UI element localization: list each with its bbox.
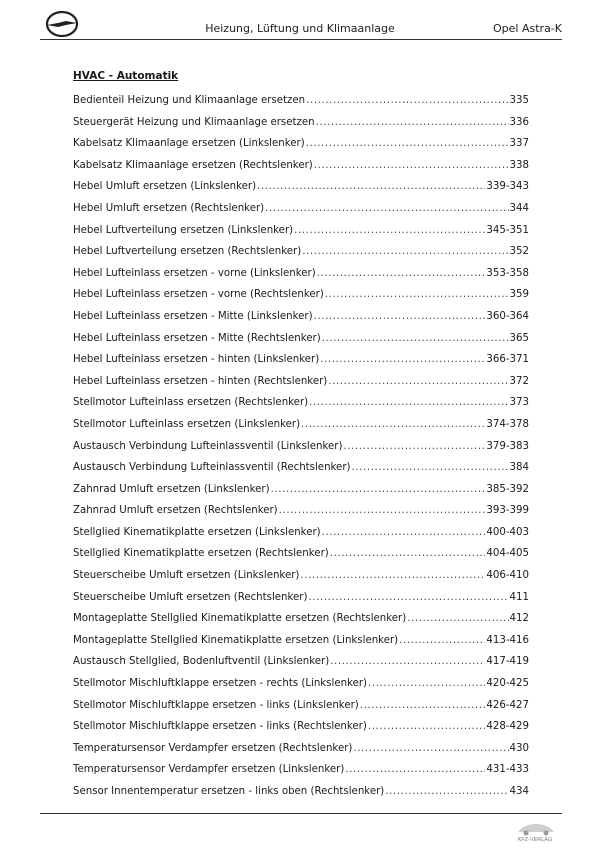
- table-of-contents: [73, 66, 529, 803]
- dot-leader: [271, 479, 486, 501]
- toc-entry-title: Steuerscheibe Umluft ersetzen (Rechtslenker): [73, 591, 308, 603]
- toc-entry-page: 413-416: [486, 634, 529, 646]
- section-title: HVAC - Automatik: [73, 70, 179, 82]
- toc-entry-page: 339-343: [486, 181, 529, 193]
- dot-leader: [314, 155, 509, 177]
- toc-entry-title: Steuergerät Heizung und Klimaanlage ersetzen: [73, 116, 315, 128]
- toc-entry-title: Temperatursensor Verdampfer ersetzen (Linkslenker): [73, 764, 345, 776]
- toc-entry-title: Austausch Verbindung Lufteinlassventil (Rechtslenker): [73, 462, 351, 474]
- toc-entry[interactable]: [73, 284, 529, 306]
- toc-entry-title: Sensor Innentemperatur ersetzen - links oben (Rechtslenker): [73, 786, 385, 797]
- dot-leader: [308, 587, 508, 609]
- toc-entry-title: Steuerscheibe Umluft ersetzen (Linkslenker): [73, 570, 300, 582]
- toc-entry-page: 428-429: [486, 721, 529, 733]
- toc-entry-page: 426-427: [486, 699, 529, 711]
- toc-entry[interactable]: [73, 198, 529, 220]
- toc-entry-page: 365: [509, 332, 529, 344]
- dot-leader: [399, 630, 485, 652]
- toc-entry-page: 420-425: [486, 678, 529, 690]
- header-model: Opel Astra-K: [493, 22, 562, 35]
- dot-leader: [368, 673, 485, 695]
- toc-entry[interactable]: [73, 112, 529, 134]
- toc-entry-title: Austausch Stellglied, Bodenluftventil (Linkslenker): [73, 656, 330, 668]
- toc-entry-title: Stellmotor Mischluftklappe ersetzen - rechts (Linkslenker): [73, 678, 368, 690]
- toc-entry[interactable]: [73, 90, 529, 112]
- toc-entry-title: Stellmotor Mischluftklappe ersetzen - links (Linkslenker): [73, 699, 359, 711]
- toc-entry[interactable]: [73, 759, 529, 781]
- svg-text:KFZ-VERLAG: KFZ-VERLAG: [517, 837, 553, 843]
- toc-entry[interactable]: [73, 306, 529, 328]
- toc-entry-title: Kabelsatz Klimaanlage ersetzen (Rechtslenker): [73, 159, 313, 171]
- toc-entry-page: 366-371: [486, 354, 529, 366]
- kfz-verlag-logo-icon: [510, 818, 560, 844]
- dot-leader: [353, 738, 508, 760]
- dot-leader: [309, 392, 508, 414]
- dot-leader: [294, 220, 485, 242]
- toc-entry[interactable]: [73, 716, 529, 738]
- toc-entry-title: Stellmotor Lufteinlass ersetzen (Linkslenker): [73, 418, 301, 430]
- toc-entry-page: 344: [509, 202, 529, 214]
- toc-entry-page: 431-433: [486, 764, 529, 776]
- toc-entry-title: Hebel Lufteinlass ersetzen - vorne (Linkslenker): [73, 267, 316, 279]
- dot-leader: [330, 651, 485, 673]
- toc-entry-title: Bedienteil Heizung und Klimaanlage ersetzen: [73, 95, 306, 106]
- toc-entry[interactable]: [73, 651, 529, 673]
- toc-entry-page: 336: [509, 116, 529, 128]
- dot-leader: [300, 565, 485, 587]
- toc-entry-page: 385-392: [486, 483, 529, 495]
- toc-entry[interactable]: [73, 565, 529, 587]
- toc-entry[interactable]: [73, 608, 529, 630]
- toc-entry-title: Hebel Umluft ersetzen (Linkslenker): [73, 181, 257, 193]
- dot-leader: [301, 414, 485, 436]
- dot-leader: [322, 328, 509, 350]
- toc-entry-title: Kabelsatz Klimaanlage ersetzen (Linkslenker): [73, 138, 305, 150]
- toc-entry-page: 434: [509, 786, 529, 797]
- toc-entry-page: 404-405: [486, 548, 529, 560]
- dot-leader: [407, 608, 508, 630]
- toc-entry-page: 360-364: [486, 310, 529, 322]
- toc-entry-page: 406-410: [486, 570, 529, 582]
- toc-entry-title: Stellglied Kinematikplatte ersetzen (Rechtslenker): [73, 548, 329, 560]
- toc-entry-page: 417-419: [486, 656, 529, 668]
- toc-entry-page: 337: [509, 138, 529, 150]
- dot-leader: [316, 112, 509, 134]
- toc-entry[interactable]: [73, 371, 529, 393]
- toc-entry-title: Hebel Luftverteilung ersetzen (Linkslenker): [73, 224, 294, 236]
- toc-entry-title: Montageplatte Stellglied Kinematikplatte ersetzen (Linkslenker): [73, 634, 399, 646]
- toc-entry[interactable]: [73, 155, 529, 177]
- toc-entry-page: 411: [509, 591, 529, 603]
- toc-entry-title: Hebel Lufteinlass ersetzen - hinten (Rechtslenker): [73, 375, 328, 387]
- toc-entry[interactable]: [73, 738, 529, 760]
- toc-entry-page: 338: [509, 159, 529, 171]
- toc-entry-title: Hebel Lufteinlass ersetzen - hinten (Linkslenker): [73, 354, 320, 366]
- toc-entry[interactable]: [73, 587, 529, 609]
- toc-entry-page: 359: [509, 289, 529, 301]
- toc-entry[interactable]: [73, 392, 529, 414]
- toc-entry-title: Stellmotor Lufteinlass ersetzen (Rechtslenker): [73, 397, 309, 409]
- toc-entry[interactable]: [73, 781, 529, 803]
- toc-entry-title: Hebel Lufteinlass ersetzen - vorne (Rechtslenker): [73, 289, 324, 301]
- toc-entry-title: Hebel Lufteinlass ersetzen - Mitte (Rechtslenker): [73, 332, 321, 344]
- toc-entry[interactable]: [73, 479, 529, 501]
- toc-entry-title: Zahnrad Umluft ersetzen (Rechtslenker): [73, 505, 278, 517]
- toc-entry-page: 335: [509, 95, 529, 106]
- dot-leader: [343, 436, 485, 458]
- toc-entry[interactable]: [73, 176, 529, 198]
- toc-entry[interactable]: [73, 133, 529, 155]
- dot-leader: [265, 198, 508, 220]
- toc-entry[interactable]: [73, 522, 529, 544]
- toc-entry[interactable]: [73, 328, 529, 350]
- toc-entry-title: Temperatursensor Verdampfer ersetzen (Rechtslenker): [73, 742, 353, 754]
- toc-entry[interactable]: [73, 500, 529, 522]
- dot-leader: [279, 500, 486, 522]
- toc-entry-page: 374-378: [486, 418, 529, 430]
- toc-entry-page: 400-403: [486, 526, 529, 538]
- toc-entry-page: 430: [509, 742, 529, 754]
- toc-entry-title: Stellglied Kinematikplatte ersetzen (Linkslenker): [73, 526, 321, 538]
- toc-list: [73, 90, 529, 803]
- toc-entry-page: 384: [509, 462, 529, 474]
- toc-entry[interactable]: [73, 543, 529, 565]
- toc-entry-page: 412: [509, 613, 529, 625]
- toc-entry-page: 379-383: [486, 440, 529, 452]
- toc-entry[interactable]: [73, 457, 529, 479]
- toc-entry-title: Hebel Luftverteilung ersetzen (Rechtslenker): [73, 246, 302, 258]
- toc-entry[interactable]: [73, 414, 529, 436]
- dot-leader: [360, 695, 486, 717]
- dot-leader: [306, 90, 508, 112]
- toc-entry-title: Stellmotor Mischluftklappe ersetzen - links (Rechtslenker): [73, 721, 367, 733]
- dot-leader: [317, 263, 486, 285]
- dot-leader: [322, 522, 486, 544]
- toc-entry-page: 393-399: [486, 505, 529, 517]
- dot-leader: [368, 716, 486, 738]
- toc-entry-page: 353-358: [486, 267, 529, 279]
- dot-leader: [330, 543, 486, 565]
- header-title: Heizung, Lüftung und Klimaanlage: [205, 22, 395, 35]
- toc-entry-page: 352: [509, 246, 529, 258]
- toc-entry[interactable]: [73, 436, 529, 458]
- toc-entry-title: Zahnrad Umluft ersetzen (Linkslenker): [73, 483, 270, 495]
- footer-divider: [40, 813, 562, 814]
- toc-entry[interactable]: [73, 349, 529, 371]
- dot-leader: [314, 306, 486, 328]
- dot-leader: [352, 457, 509, 479]
- toc-entry-title: Hebel Lufteinlass ersetzen - Mitte (Linkslenker): [73, 310, 313, 322]
- toc-entry[interactable]: [73, 673, 529, 695]
- dot-leader: [320, 349, 485, 371]
- toc-entry-page: 372: [509, 375, 529, 387]
- dot-leader: [345, 759, 485, 781]
- header-divider: [40, 39, 562, 40]
- dot-leader: [306, 133, 509, 155]
- toc-entry[interactable]: [73, 263, 529, 285]
- toc-entry[interactable]: [73, 630, 529, 652]
- dot-leader: [325, 284, 509, 306]
- toc-entry-title: Hebel Umluft ersetzen (Rechtslenker): [73, 202, 265, 214]
- dot-leader: [328, 371, 508, 393]
- toc-entry[interactable]: [73, 220, 529, 242]
- dot-leader: [385, 781, 508, 803]
- toc-entry[interactable]: [73, 241, 529, 263]
- toc-entry-page: 345-351: [486, 224, 529, 236]
- dot-leader: [257, 176, 485, 198]
- toc-entry-page: 373: [509, 397, 529, 409]
- toc-entry-title: Austausch Verbindung Lufteinlassventil (Linkslenker): [73, 440, 343, 452]
- toc-entry[interactable]: [73, 695, 529, 717]
- dot-leader: [302, 241, 508, 263]
- toc-entry-title: Montageplatte Stellglied Kinematikplatte ersetzen (Rechtslenker): [73, 613, 407, 625]
